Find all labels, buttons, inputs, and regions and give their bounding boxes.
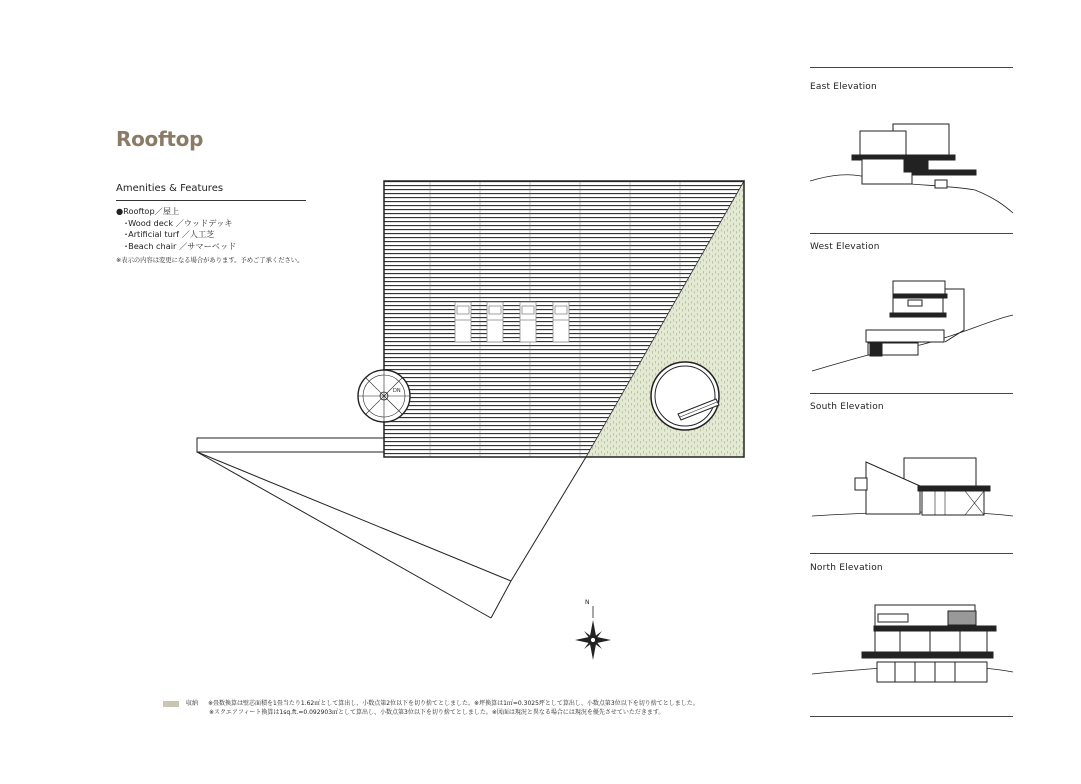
west-elevation-label: West Elevation (810, 242, 880, 252)
east-elevation-drawing (810, 124, 1013, 213)
storage-legend-swatch (163, 701, 179, 707)
amenity-item-wood-deck: ･Wood deck ／ウッドデッキ (124, 217, 233, 228)
page-title: Rooftop (116, 127, 204, 151)
footer-notes (163, 700, 699, 717)
round-tub-icon (651, 362, 719, 430)
south-elevation-drawing (812, 458, 1013, 516)
west-elevation-top-rule (810, 233, 1013, 234)
south-elevation-label: South Elevation (810, 402, 884, 412)
spiral-staircase-icon (358, 370, 410, 422)
amenities-note: ※表示の内容は変更になる場合があります。予めご了承ください。 (116, 257, 304, 264)
amenities-heading: Amenities & Features (116, 183, 224, 194)
beach-chair-icon (553, 302, 569, 342)
north-elevation-drawing (812, 605, 1013, 682)
stair-dn-label: DN (393, 388, 401, 394)
east-elevation-label: East Elevation (810, 82, 877, 92)
terrace-outline (197, 438, 586, 618)
north-elevation-top-rule (810, 553, 1013, 554)
amenity-item-beach-chair: ･Beach chair ／サマーベッド (124, 240, 237, 251)
west-elevation-drawing (812, 281, 1013, 371)
compass-icon (575, 606, 611, 660)
beach-chair-icon (487, 302, 503, 342)
amenity-main-item: ●Rooftop／屋上 (116, 206, 180, 216)
beach-chair-icon (455, 302, 471, 342)
footer-note-line-1: ※畳数換算は壁芯面積を1畳当たり1.62㎡として算出し、小数点第2位以下を切り捨てとしました。※坪換算は1㎡=0.3025坪として算出し、小数点第3位以下を切り捨てとしました。 (208, 700, 699, 707)
north-elevation-label: North Elevation (810, 563, 883, 573)
beach-chair-icon (520, 302, 536, 342)
storage-legend-label: 収納 (186, 700, 199, 707)
elevations-bottom-rule (810, 716, 1013, 717)
south-elevation-top-rule (810, 393, 1013, 394)
amenity-item-artificial-turf: ･Artificial turf ／人工芝 (124, 229, 215, 239)
east-elevation-top-rule (810, 67, 1013, 68)
footer-note-line-2: ※スクエアフィート換算は1sq.ft.=0.092903㎡として算出し、小数点第3位以下を切り捨てとしました。※図面は現況と異なる場合には現況を優先させていただきます。 (209, 708, 665, 716)
compass-north-label: N (585, 599, 590, 606)
